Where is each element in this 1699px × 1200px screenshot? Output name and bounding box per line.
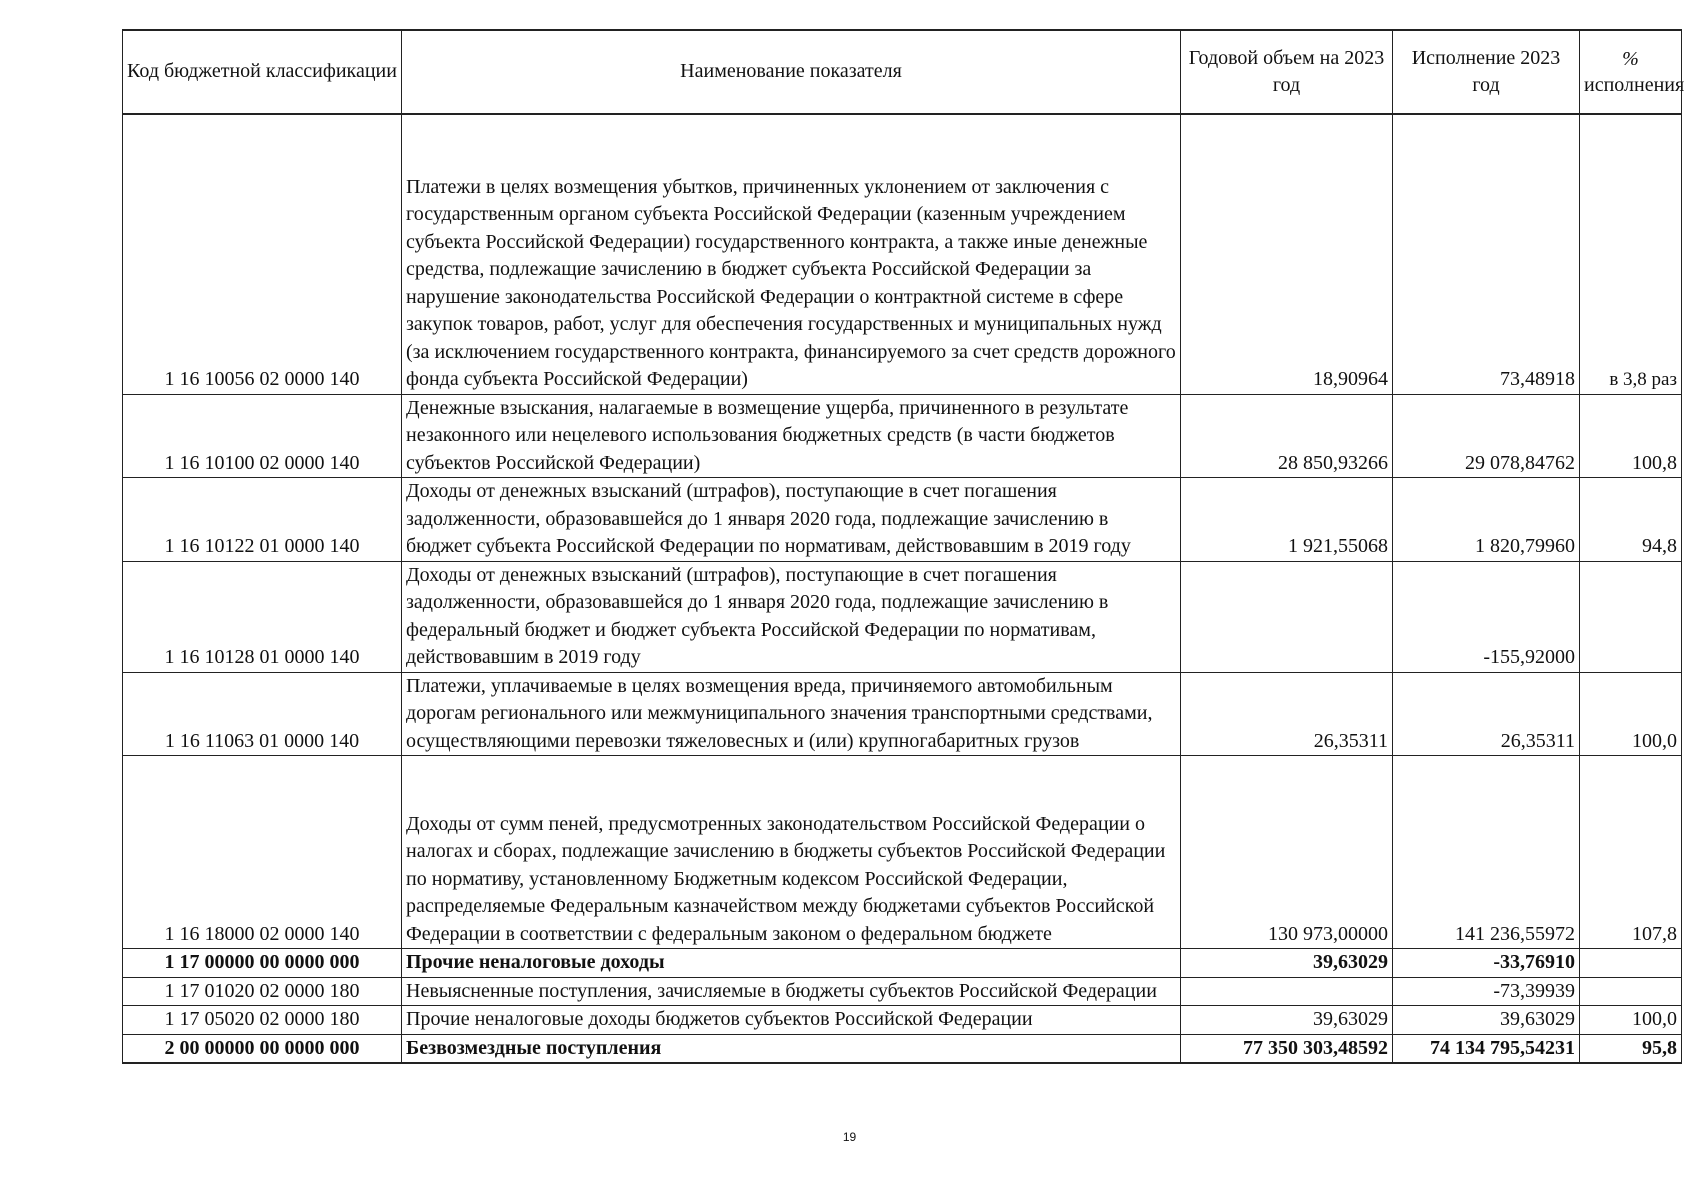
row-pct: 95,8 bbox=[1580, 1034, 1682, 1063]
row-plan: 1 921,55068 bbox=[1181, 478, 1393, 562]
page-number: 19 bbox=[842, 1130, 857, 1144]
table-row bbox=[123, 1006, 1682, 1035]
row-pct: в 3,8 раз bbox=[1580, 114, 1682, 394]
row-pct: 94,8 bbox=[1580, 478, 1682, 562]
row-code: 2 00 00000 00 0000 000 bbox=[123, 1034, 402, 1063]
row-plan bbox=[1181, 977, 1393, 1006]
row-pct: 100,0 bbox=[1580, 1006, 1682, 1035]
row-code: 1 16 18000 02 0000 140 bbox=[123, 756, 402, 949]
row-pct: 100,8 bbox=[1580, 394, 1682, 478]
row-exec: -155,92000 bbox=[1393, 561, 1580, 672]
row-exec: 26,35311 bbox=[1393, 672, 1580, 756]
header-pct bbox=[1580, 30, 1685, 114]
table-row-subtotal bbox=[123, 949, 1682, 978]
table-row bbox=[123, 114, 1682, 394]
row-exec: 74 134 795,54231 bbox=[1393, 1034, 1580, 1063]
row-code: 1 17 00000 00 0000 000 bbox=[123, 949, 402, 978]
row-code: 1 17 05020 02 0000 180 bbox=[123, 1006, 402, 1035]
row-name: Платежи, уплачиваемые в целях возмещения вреда, причиняемого автомобильным дорогам регионального или межмуниципального значения транспортными средствами, осуществляющими перевозки тяжеловесных и (или) крупногабаритных грузов bbox=[402, 672, 1181, 756]
row-exec: 39,63029 bbox=[1393, 1006, 1580, 1035]
row-pct: 100,0 bbox=[1580, 672, 1682, 756]
table-row bbox=[123, 478, 1682, 562]
row-name: Прочие неналоговые доходы бюджетов субъектов Российской Федерации bbox=[402, 1006, 1181, 1035]
row-exec: -73,39939 bbox=[1393, 977, 1580, 1006]
row-exec: 141 236,55972 bbox=[1393, 756, 1580, 949]
row-plan: 130 973,00000 bbox=[1181, 756, 1393, 949]
header-pct-sign: % bbox=[1622, 48, 1639, 70]
row-name: Прочие неналоговые доходы bbox=[402, 949, 1181, 978]
row-name: Денежные взыскания, налагаемые в возмещение ущерба, причиненного в результате незаконного или нецелевого использования бюджетных средств (в части бюджетов субъектов Российской Федерации) bbox=[402, 394, 1181, 478]
row-name: Безвозмездные поступления bbox=[402, 1034, 1181, 1063]
row-pct bbox=[1580, 949, 1682, 978]
header-exec: Исполнение 2023 год bbox=[1393, 30, 1580, 114]
row-code: 1 16 10128 01 0000 140 bbox=[123, 561, 402, 672]
header-code: Код бюджетной классификации bbox=[123, 30, 402, 114]
row-code: 1 16 10122 01 0000 140 bbox=[123, 478, 402, 562]
row-exec: 73,48918 bbox=[1393, 114, 1580, 394]
row-code: 1 16 11063 01 0000 140 bbox=[123, 672, 402, 756]
table-header-row bbox=[123, 30, 1682, 114]
table-row bbox=[123, 977, 1682, 1006]
header-plan: Годовой объем на 2023 год bbox=[1181, 30, 1393, 114]
row-name: Невыясненные поступления, зачисляемые в бюджеты субъектов Российской Федерации bbox=[402, 977, 1181, 1006]
budget-execution-table bbox=[122, 29, 1685, 1064]
row-plan: 39,63029 bbox=[1181, 949, 1393, 978]
row-plan: 77 350 303,48592 bbox=[1181, 1034, 1393, 1063]
table-row bbox=[123, 672, 1682, 756]
row-plan: 28 850,93266 bbox=[1181, 394, 1393, 478]
row-plan: 26,35311 bbox=[1181, 672, 1393, 756]
row-code: 1 16 10100 02 0000 140 bbox=[123, 394, 402, 478]
row-exec: 1 820,79960 bbox=[1393, 478, 1580, 562]
row-name: Доходы от денежных взысканий (штрафов), поступающие в счет погашения задолженности, образовавшейся до 1 января 2020 года, подлежащие зачислению в федеральный бюджет и бюджет субъекта Российской Федерации по нормативам, действовавшим в 2019 году bbox=[402, 561, 1181, 672]
table-row bbox=[123, 394, 1682, 478]
row-plan bbox=[1181, 561, 1393, 672]
row-pct bbox=[1580, 561, 1682, 672]
row-pct: 107,8 bbox=[1580, 756, 1682, 949]
row-name: Платежи в целях возмещения убытков, причиненных уклонением от заключения с государственным органом субъекта Российской Федерации (казенным учреждением субъекта Российской Федерации) государственного контракта, а также иные денежные средства, подлежащие зачислению в бюджет субъекта Российской Федерации за нарушение законодательства Российской Федерации о контрактной системе в сфере закупок товаров, работ, услуг для обеспечения государственных и муниципальных нужд (за исключением государственного контракта, финансируемого за счет средств дорожного фонда субъекта Российской Федерации) bbox=[402, 114, 1181, 394]
row-plan: 39,63029 bbox=[1181, 1006, 1393, 1035]
header-name: Наименование показателя bbox=[402, 30, 1181, 114]
row-exec: -33,76910 bbox=[1393, 949, 1580, 978]
row-code: 1 16 10056 02 0000 140 bbox=[123, 114, 402, 394]
row-name: Доходы от сумм пеней, предусмотренных законодательством Российской Федерации о налогах и сборах, подлежащие зачислению в бюджеты субъектов Российской Федерации по нормативу, установленному Бюджетным кодексом Российской Федерации, распределяемые Федеральным казначейством между бюджетами субъектов Российской Федерации в соответствии с федеральным законом о федеральном бюджете bbox=[402, 756, 1181, 949]
row-name: Доходы от денежных взысканий (штрафов), поступающие в счет погашения задолженности, образовавшейся до 1 января 2020 года, подлежащие зачислению в бюджет субъекта Российской Федерации по нормативам, действовавшим в 2019 году bbox=[402, 478, 1181, 562]
table-row-subtotal bbox=[123, 1034, 1682, 1063]
table-row bbox=[123, 561, 1682, 672]
row-pct bbox=[1580, 977, 1682, 1006]
row-code: 1 17 01020 02 0000 180 bbox=[123, 977, 402, 1006]
row-exec: 29 078,84762 bbox=[1393, 394, 1580, 478]
row-plan: 18,90964 bbox=[1181, 114, 1393, 394]
header-pct-label: исполнения bbox=[1584, 74, 1685, 96]
table-row bbox=[123, 756, 1682, 949]
